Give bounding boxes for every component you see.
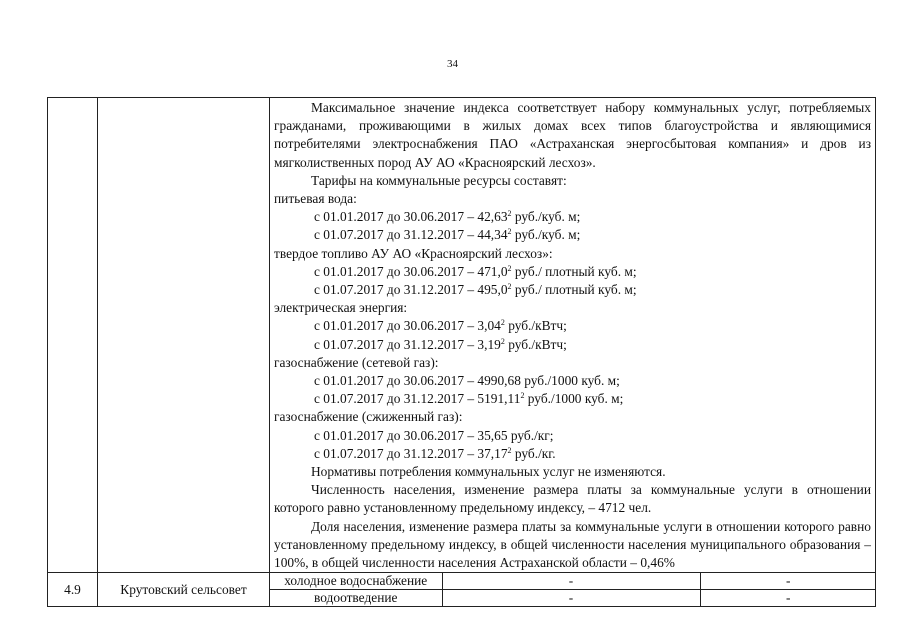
- gas-tariff-1: с 01.01.2017 до 30.06.2017 – 4990,68 руб./1000 куб. м;: [314, 373, 620, 389]
- lpg-tariff-1: с 01.01.2017 до 30.06.2017 – 35,65 руб./кг;: [314, 427, 554, 443]
- page-number: 34: [447, 58, 458, 70]
- population-paragraph: Численность населения, изменение размера платы за коммунальные услуги в отношении которого равно установленному предельному индексу, – 4712 чел.: [274, 482, 871, 516]
- water-tariff-1: с 01.01.2017 до 30.06.2017 – 42,63$^2$ руб./куб. м;: [314, 209, 581, 225]
- service-value: -: [700, 590, 876, 607]
- row-number: 4.9: [48, 573, 98, 607]
- fuel-tariff-1: с 01.01.2017 до 30.06.2017 – 471,0$^2$ руб./ плотный куб. м;: [314, 263, 637, 279]
- water-tariff-2: с 01.07.2017 до 31.12.2017 – 44,34$^2$ руб./куб. м;: [314, 227, 581, 243]
- share-paragraph: Доля населения, изменение размера платы за коммунальные услуги в отношении которого равно установленному предельному индексу, в общей численности населения муниципального образования – 100%, в общей численности населения Астраханской области – 0,46%: [274, 518, 871, 571]
- service-value: -: [442, 573, 700, 590]
- description-text: [270, 98, 875, 572]
- service-value: -: [700, 573, 876, 590]
- row-name-cell: [98, 98, 270, 573]
- table-row-4-9: [48, 573, 876, 607]
- row-number-cell: [48, 98, 98, 573]
- norms-paragraph: Нормативы потребления коммунальных услуг не изменяются.: [311, 464, 666, 480]
- service-row: [270, 590, 876, 607]
- fuel-heading: твердое топливо АУ АО «Красноярский лесхоз»:: [274, 245, 553, 261]
- service-row: [270, 573, 876, 590]
- service-value: -: [442, 590, 700, 607]
- services-subtable: [270, 573, 876, 606]
- description-cell: [270, 98, 876, 573]
- electricity-tariff-2: с 01.07.2017 до 31.12.2017 – 3,19$^2$ руб./кВтч;: [314, 336, 567, 352]
- gas-tariff-2: с 01.07.2017 до 31.12.2017 – 5191,11$^2$ руб./1000 куб. м;: [314, 391, 624, 407]
- water-heading: питьевая вода:: [274, 191, 357, 207]
- table-row: [48, 98, 876, 573]
- service-label: водоотведение: [270, 590, 442, 607]
- services-cell: [270, 573, 876, 607]
- tariff-table: [47, 97, 876, 607]
- service-label: холодное водоснабжение: [270, 573, 442, 590]
- settlement-name: Крутовский сельсовет: [98, 573, 270, 607]
- electricity-heading: электрическая энергия:: [274, 300, 408, 316]
- gas-heading: газоснабжение (сетевой газ):: [274, 354, 439, 370]
- fuel-tariff-2: с 01.07.2017 до 31.12.2017 – 495,0$^2$ руб./ плотный куб. м;: [314, 282, 637, 298]
- lpg-tariff-2: с 01.07.2017 до 31.12.2017 – 37,17$^2$ руб./кг.: [314, 445, 556, 461]
- electricity-tariff-1: с 01.01.2017 до 30.06.2017 – 3,04$^2$ руб./кВтч;: [314, 318, 567, 334]
- lpg-heading: газоснабжение (сжиженный газ):: [274, 409, 463, 425]
- intro-paragraph: Максимальное значение индекса соответствует набору коммунальных услуг, потребляемых гражданами, проживающими в жилых домах всех типов благоустройства и являющимися потребителями электроснабжения ПАО «Астраханская энергосбытовая компания» и дров из мягколиственных пород АУ АО «Красноярский лесхоз».: [274, 100, 871, 170]
- tariffs-heading: Тарифы на коммунальные ресурсы составят:: [311, 172, 567, 188]
